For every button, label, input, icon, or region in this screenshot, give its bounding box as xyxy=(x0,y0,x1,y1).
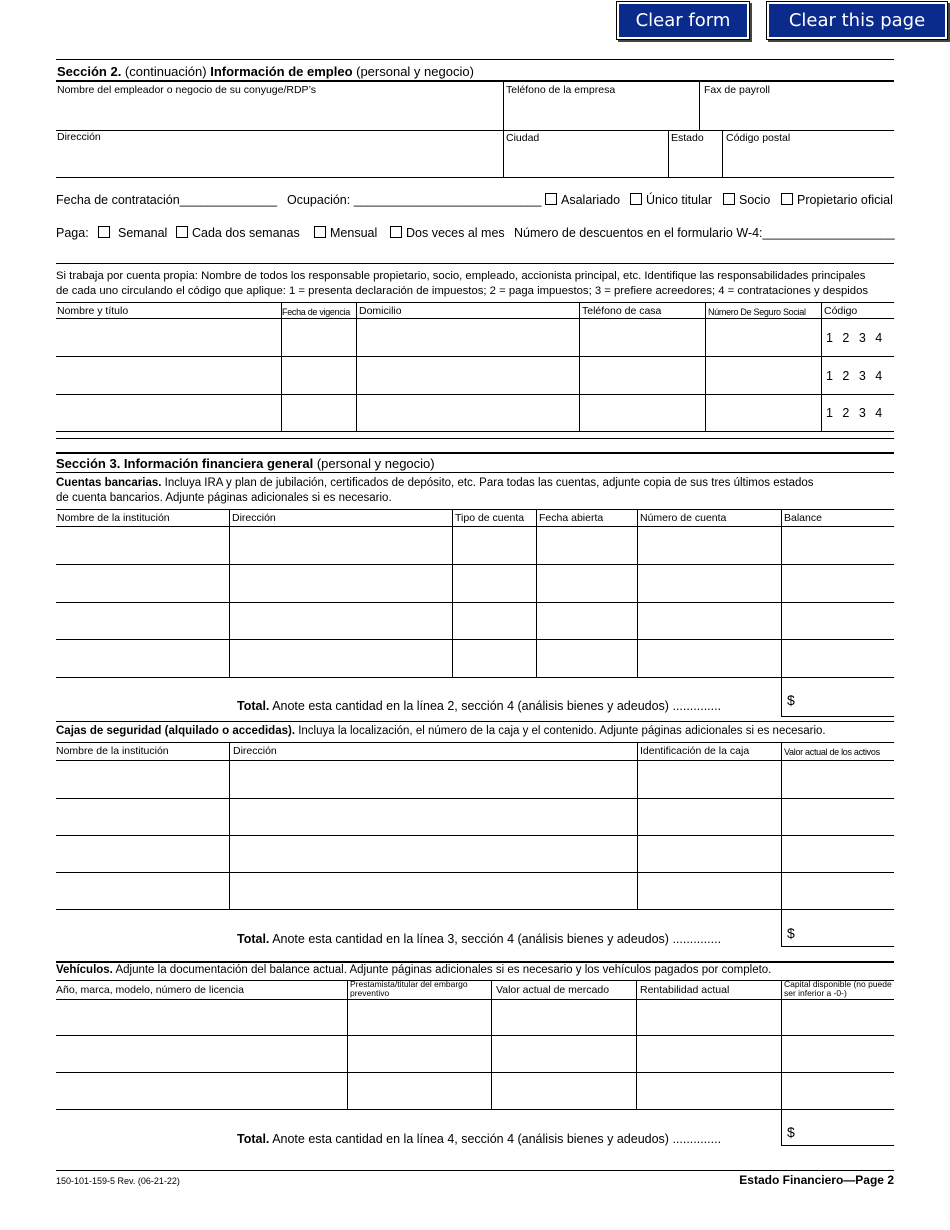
occupation-field[interactable]: Ocupación: ___________________________ xyxy=(287,193,542,207)
col-header: Nombre y título xyxy=(57,305,129,317)
rule xyxy=(56,1109,894,1110)
col-header: Número de cuenta xyxy=(640,512,727,524)
rule xyxy=(452,509,453,677)
rule xyxy=(56,318,894,319)
rule xyxy=(56,602,894,603)
rule xyxy=(356,302,357,432)
payroll-fax-field[interactable] xyxy=(700,96,894,129)
safe-total-text: Total. Anote esta cantidad en la línea 3, sección 4 (análisis bienes y adeudos) .............. xyxy=(237,932,722,946)
col-header: Capital disponible (no puede ser inferior a -0-) xyxy=(784,979,892,998)
pay-biweekly[interactable]: Cada dos semanas xyxy=(176,226,300,241)
rule xyxy=(781,980,782,1146)
col-header: Rentabilidad actual xyxy=(640,984,730,996)
rule xyxy=(56,760,894,761)
col-header: Tipo de cuenta xyxy=(455,512,525,524)
bank-accounts-instructions: Cuentas bancarias. Incluya IRA y plan de jubilación, certificados de depósito, etc. Para todas las cuentas, adjunte copia de sus tres últimos estados de cuenta bancarios. Adjunte páginas adicionales si es necesario. xyxy=(56,477,814,504)
rule xyxy=(56,177,894,178)
rule xyxy=(281,302,282,432)
code-options[interactable]: 1 2 3 4 xyxy=(826,369,883,383)
rule xyxy=(56,909,894,910)
rule xyxy=(781,1145,894,1146)
col-header: Valor actual de mercado xyxy=(496,984,610,996)
rule xyxy=(637,509,638,677)
checkbox[interactable] xyxy=(314,226,326,238)
address-label: Dirección xyxy=(57,131,101,143)
safe-total-field[interactable]: $ xyxy=(787,925,795,941)
employer-name-field[interactable] xyxy=(56,96,502,129)
rule xyxy=(56,564,894,565)
rule xyxy=(56,438,894,439)
vehicles-total-field[interactable]: $ xyxy=(787,1124,795,1140)
employment-type-salaried[interactable]: Asalariado xyxy=(545,193,620,208)
bank-total-text: Total. Anote esta cantidad en la línea 2, sección 4 (análisis bienes y adeudos) .............. xyxy=(237,699,722,713)
vehicles-instructions: Vehículos. Adjunte la documentación del balance actual. Adjunte páginas adicionales si es necesario y los vehículos pagados por completo. xyxy=(56,964,772,976)
bank-total-field[interactable]: $ xyxy=(787,692,795,708)
rule xyxy=(56,1035,894,1036)
company-phone-label: Teléfono de la empresa xyxy=(506,84,616,96)
col-header: Fecha abierta xyxy=(539,512,604,524)
col-header: Balance xyxy=(784,512,822,524)
checkbox[interactable] xyxy=(545,193,557,205)
pay-semimonthly[interactable]: Dos veces al mes xyxy=(390,226,505,241)
rule xyxy=(56,526,894,527)
w4-allowances-field[interactable]: Número de descuentos en el formulario W-4:___________________ xyxy=(514,226,895,240)
col-header: Valor actual de los activos xyxy=(784,747,880,757)
col-header: Fecha de vigencia xyxy=(282,307,350,317)
rule xyxy=(229,509,230,677)
col-header: Identificación de la caja xyxy=(640,745,750,757)
rule xyxy=(56,472,894,473)
rule xyxy=(56,59,894,60)
rule xyxy=(56,80,894,82)
rule xyxy=(56,835,894,836)
rule xyxy=(56,677,894,678)
col-header: Nombre de la institución xyxy=(57,512,170,524)
code-options[interactable]: 1 2 3 4 xyxy=(826,406,883,420)
section-3-title: Sección 3. Información financiera general (personal y negocio) xyxy=(56,456,435,471)
rule xyxy=(781,716,894,717)
form-id: 150-101-159-5 Rev. (06-21-22) xyxy=(56,1176,180,1186)
state-field[interactable] xyxy=(669,144,721,176)
rule xyxy=(347,980,348,1110)
employment-type-partner[interactable]: Socio xyxy=(723,193,770,208)
code-options[interactable]: 1 2 3 4 xyxy=(826,331,883,345)
hire-date-field[interactable]: Fecha de contratación______________ xyxy=(56,193,278,207)
pay-weekly[interactable]: Semanal xyxy=(98,226,167,241)
zip-field[interactable] xyxy=(723,144,894,176)
checkbox[interactable] xyxy=(390,226,402,238)
employment-type-sole-owner[interactable]: Único titular xyxy=(630,193,712,208)
rule xyxy=(56,302,894,303)
rule xyxy=(229,742,230,910)
rule xyxy=(781,509,782,716)
rule xyxy=(56,130,894,131)
vehicles-total-text: Total. Anote esta cantidad en la línea 4, sección 4 (análisis bienes y adeudos) .............. xyxy=(237,1132,722,1146)
clear-page-button[interactable]: Clear this page xyxy=(766,1,948,40)
col-header: Año, marca, modelo, número de licencia xyxy=(56,984,244,996)
employment-type-officer[interactable]: Propietario oficial xyxy=(781,193,893,208)
checkbox[interactable] xyxy=(630,193,642,205)
col-header: Dirección xyxy=(232,512,276,524)
payroll-fax-label: Fax de payroll xyxy=(704,84,770,96)
checkbox[interactable] xyxy=(98,226,110,238)
rule xyxy=(821,302,822,432)
zip-label: Código postal xyxy=(726,132,791,144)
rule xyxy=(637,742,638,910)
safe-deposit-instructions: Cajas de seguridad (alquilado o accedidas). Incluya la localización, el número de la caja y el contenido. Adjunte páginas adicionales si es necesario. xyxy=(56,725,826,737)
rule xyxy=(491,980,492,1110)
clear-form-button[interactable]: Clear form xyxy=(616,1,750,40)
rule xyxy=(56,431,894,432)
col-header: Domicilio xyxy=(359,305,402,317)
rule xyxy=(781,946,894,947)
employer-name-label: Nombre del empleador o negocio de su conyuge/RDP’s xyxy=(57,84,316,96)
pay-monthly[interactable]: Mensual xyxy=(314,226,377,241)
self-employed-instructions: Si trabaja por cuenta propia: Nombre de todos los responsable propietario, socio, empleado, accionista principal, etc. Identifique las responsabilidades principales de cada uno circulando el código que aplique: 1 = presenta declaración de impuestos; 2 = paga impuestos; 3 = prefiere acreedores; 4 = contrataciones y despidos xyxy=(56,270,869,297)
rule xyxy=(705,302,706,432)
city-field[interactable] xyxy=(504,144,667,176)
rule xyxy=(56,872,894,873)
col-header: Código xyxy=(824,305,858,317)
rule xyxy=(56,721,894,722)
rule xyxy=(781,742,782,947)
company-phone-field[interactable] xyxy=(504,96,698,129)
address-field[interactable] xyxy=(56,144,502,176)
rule xyxy=(56,742,894,743)
city-label: Ciudad xyxy=(506,132,540,144)
pay-label: Paga: xyxy=(56,226,89,240)
checkbox[interactable] xyxy=(176,226,188,238)
rule xyxy=(56,798,894,799)
rule xyxy=(56,509,894,510)
col-header: Dirección xyxy=(233,745,277,757)
rule xyxy=(56,452,894,454)
rule xyxy=(56,356,894,357)
rule xyxy=(56,1072,894,1073)
col-header: Teléfono de casa xyxy=(582,305,662,317)
rule xyxy=(56,639,894,640)
section-2-title: Sección 2. (continuación) Información de empleo (personal y negocio) xyxy=(57,64,474,79)
rule xyxy=(536,509,537,677)
rule xyxy=(636,980,637,1110)
col-header: Prestamista/titular del embargo preventivo xyxy=(350,979,468,998)
col-header: Número De Seguro Social xyxy=(708,307,806,317)
rule xyxy=(56,999,894,1000)
rule xyxy=(56,1170,894,1171)
checkbox[interactable] xyxy=(781,193,793,205)
col-header: Nombre de la institución xyxy=(56,745,169,757)
state-label: Estado xyxy=(671,132,704,144)
checkbox[interactable] xyxy=(723,193,735,205)
rule xyxy=(56,394,894,395)
rule xyxy=(56,263,894,264)
page-label: Estado Financiero—Page 2 xyxy=(739,1173,894,1187)
rule xyxy=(579,302,580,432)
